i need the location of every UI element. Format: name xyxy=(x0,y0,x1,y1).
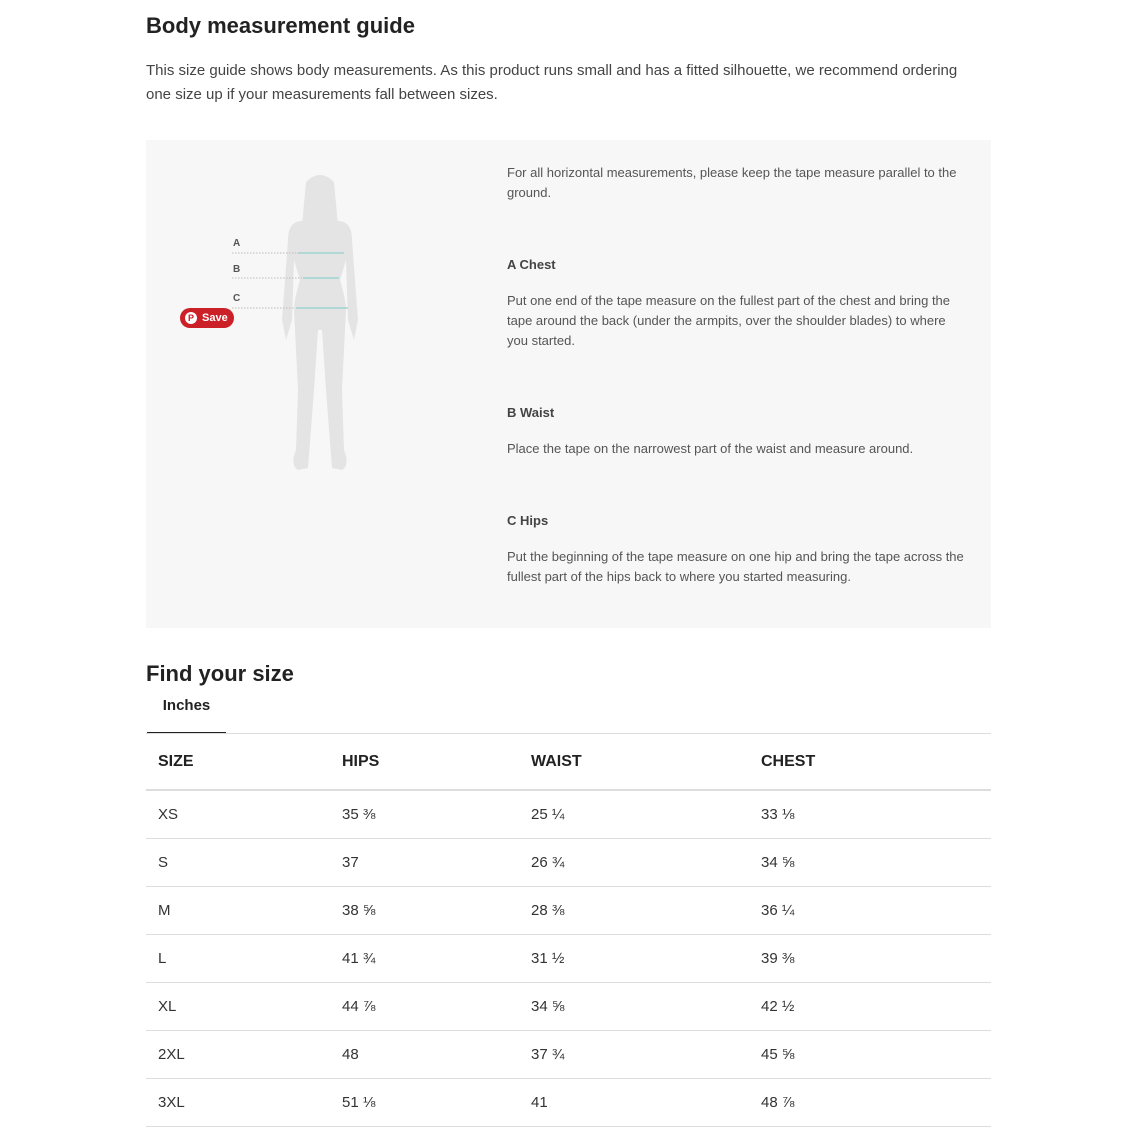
waist-cell: 26 ¾ xyxy=(519,838,749,886)
body-silhouette xyxy=(266,170,376,475)
hips-title: C Hips xyxy=(507,513,549,528)
table-row xyxy=(146,934,991,982)
size-cell: XS xyxy=(146,790,330,838)
waist-cell: 41 xyxy=(519,1078,749,1126)
general-note: For all horizontal measurements, please keep the tape measure parallel to the ground. xyxy=(507,165,957,200)
size-cell: XL xyxy=(146,982,330,1030)
tab-inches[interactable]: Inches xyxy=(147,697,226,734)
table-row xyxy=(146,790,991,838)
hips-cell: 37 xyxy=(330,838,519,886)
chest-cell: 36 ¼ xyxy=(749,886,991,934)
label-b: B xyxy=(233,264,241,275)
label-c: C xyxy=(233,293,241,304)
waist-cell: 34 ⅝ xyxy=(519,982,749,1030)
size-cell: L xyxy=(146,934,330,982)
hips-cell: 48 xyxy=(330,1030,519,1078)
chest-text: Put one end of the tape measure on the fullest part of the chest and bring the tape around the back (under the armpits, over the shoulder blades) to where you started. xyxy=(507,293,951,348)
chest-cell: 48 ⅞ xyxy=(749,1078,991,1126)
pinterest-icon: P xyxy=(185,312,197,324)
label-a: A xyxy=(233,238,241,249)
header-chest: CHEST xyxy=(749,734,991,790)
hips-cell: 35 ⅜ xyxy=(330,790,519,838)
waist-cell: 31 ½ xyxy=(519,934,749,982)
chest-cell: 39 ⅜ xyxy=(749,934,991,982)
page-title: Body measurement guide xyxy=(146,13,415,38)
chest-cell: 42 ½ xyxy=(749,982,991,1030)
size-cell: 3XL xyxy=(146,1078,330,1126)
table-row xyxy=(146,1030,991,1078)
table-row xyxy=(146,886,991,934)
waist-cell: 28 ⅜ xyxy=(519,886,749,934)
intro-text: This size guide shows body measurements. As this product runs small and has a fitted silhouette, we recommend ordering one size up if your measurements fall between sizes. xyxy=(146,62,958,103)
chest-title: A Chest xyxy=(507,257,556,272)
table-row xyxy=(146,982,991,1030)
size-cell: 2XL xyxy=(146,1030,330,1078)
pinterest-save-button[interactable]: P Save xyxy=(180,308,234,328)
hips-cell: 38 ⅝ xyxy=(330,886,519,934)
waist-cell: 25 ¼ xyxy=(519,790,749,838)
size-cell: M xyxy=(146,886,330,934)
waist-title: B Waist xyxy=(507,405,555,420)
header-hips: HIPS xyxy=(330,734,519,790)
chest-cell: 33 ⅛ xyxy=(749,790,991,838)
waist-cell: 37 ¾ xyxy=(519,1030,749,1078)
waist-text: Place the tape on the narrowest part of the waist and measure around. xyxy=(507,441,914,456)
hips-text: Put the beginning of the tape measure on one hip and bring the tape across the fullest part of the hips back to where you started measuring. xyxy=(507,549,964,584)
chest-cell: 45 ⅝ xyxy=(749,1030,991,1078)
measurement-panel xyxy=(146,140,991,628)
hips-cell: 44 ⅞ xyxy=(330,982,519,1030)
hips-cell: 41 ¾ xyxy=(330,934,519,982)
chest-cell: 34 ⅝ xyxy=(749,838,991,886)
table-row xyxy=(146,1078,991,1126)
size-table xyxy=(146,734,991,1127)
size-cell: S xyxy=(146,838,330,886)
hips-cell: 51 ⅛ xyxy=(330,1078,519,1126)
size-title: Find your size xyxy=(146,661,294,686)
header-size: SIZE xyxy=(146,734,330,790)
table-row xyxy=(146,838,991,886)
measure-guide-lines xyxy=(232,252,302,312)
header-waist: WAIST xyxy=(519,734,749,790)
